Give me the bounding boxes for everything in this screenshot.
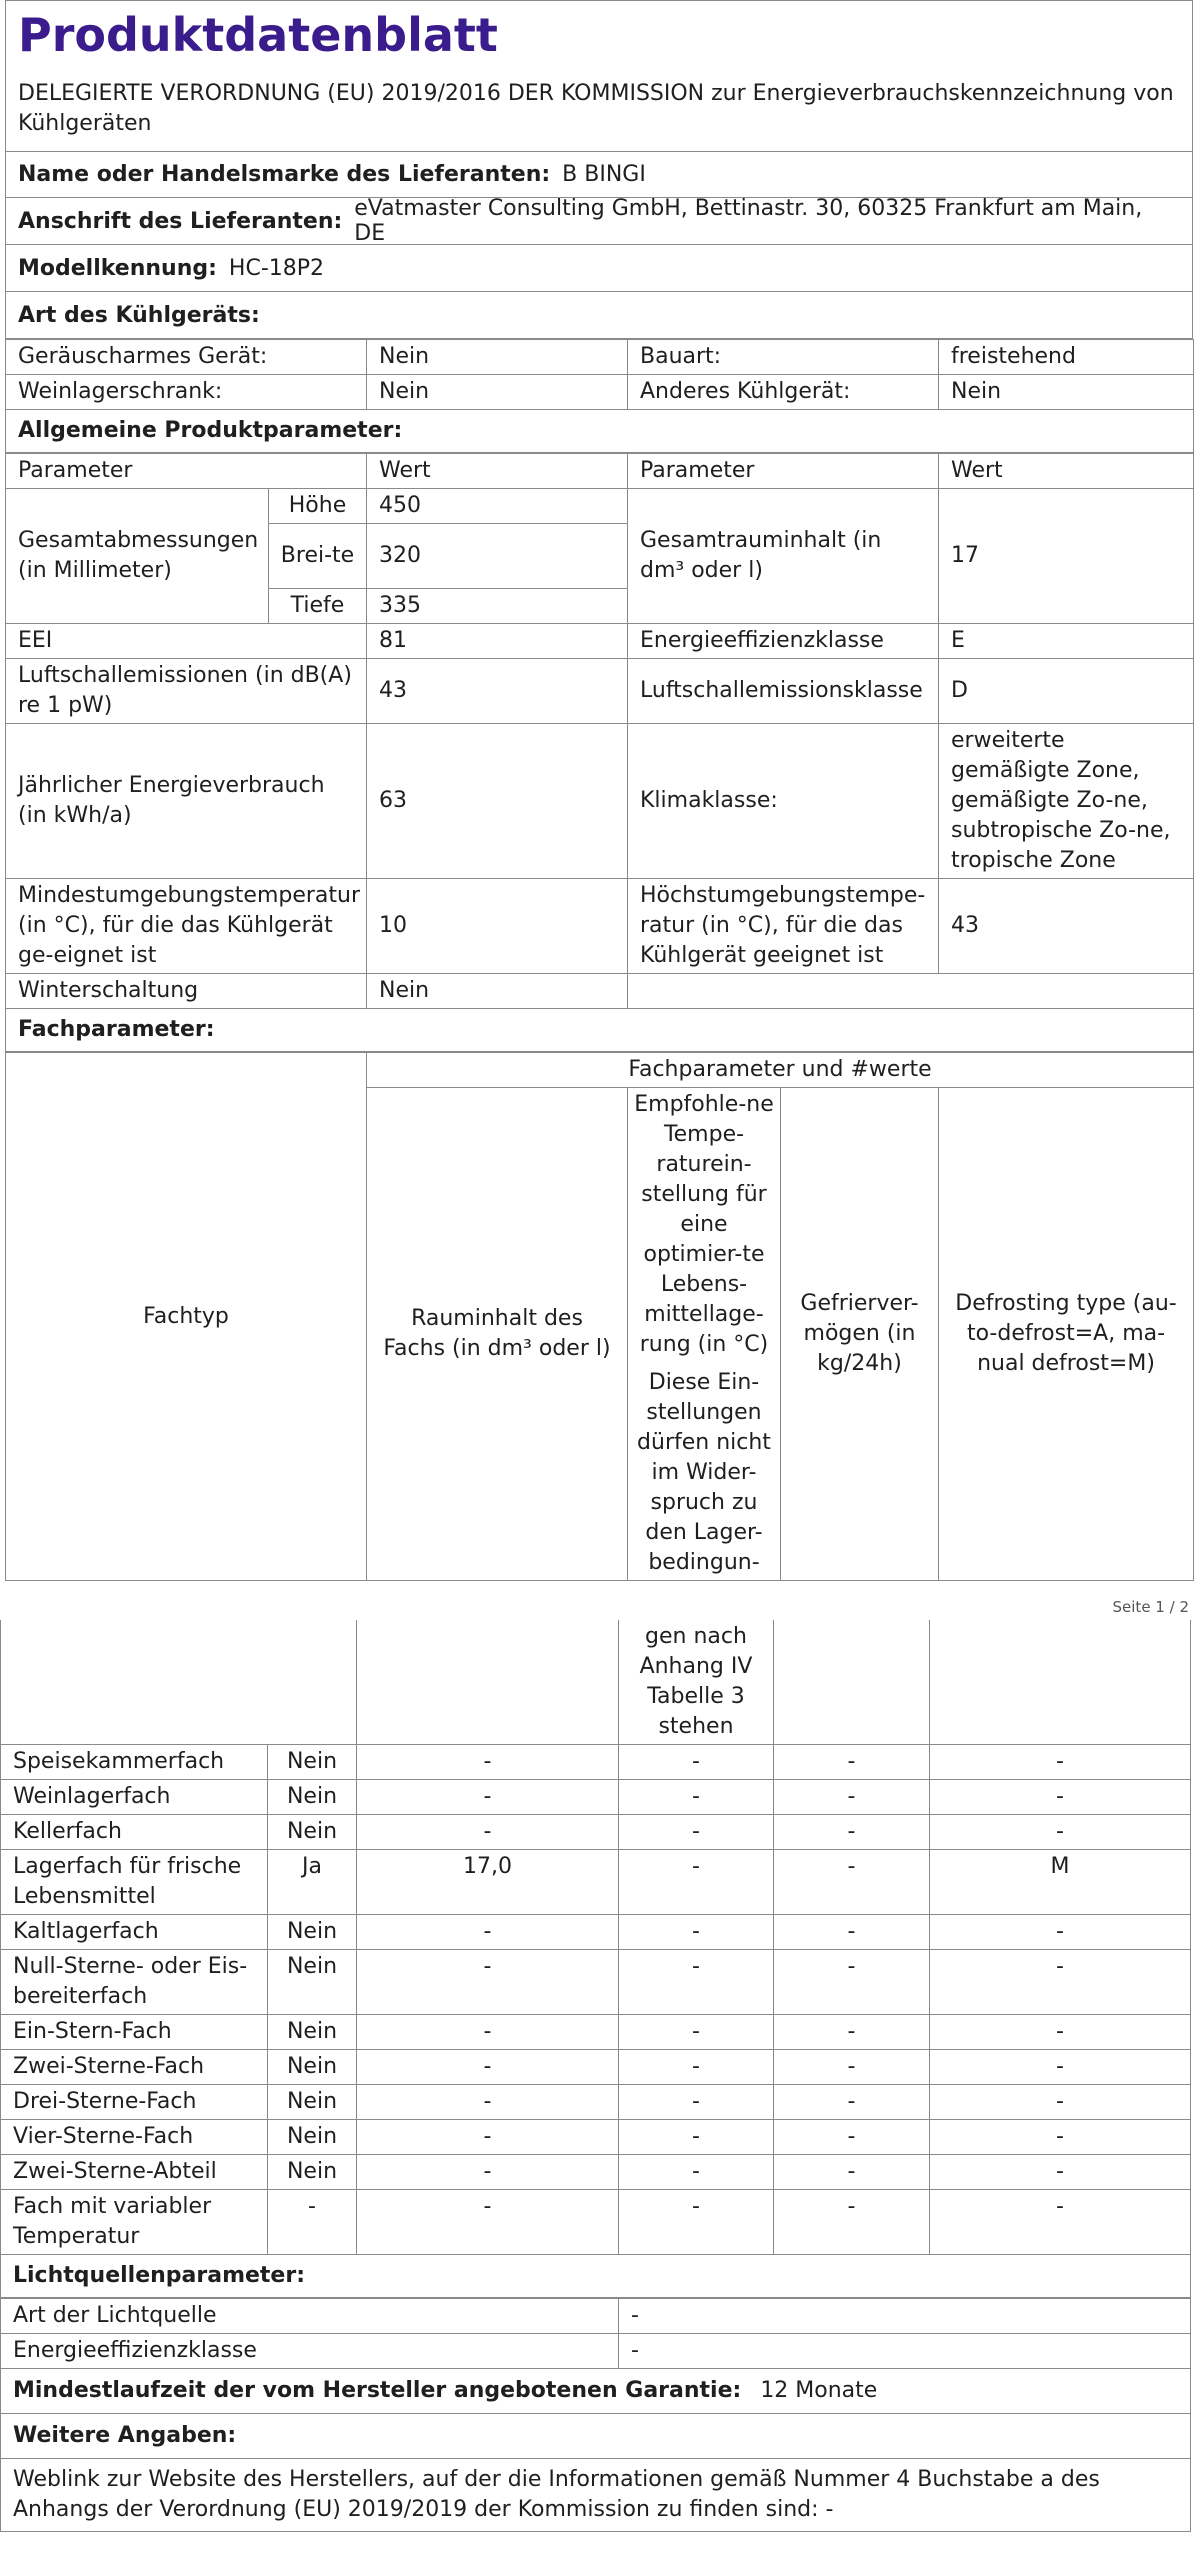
- compartment-defrost: -: [930, 1950, 1191, 2015]
- compartment-freeze: -: [774, 1850, 930, 1915]
- compartment-group-header: Fachparameter und #werte: [367, 1053, 1194, 1088]
- model-value: HC-18P2: [228, 255, 325, 281]
- table-row: [1, 1915, 1191, 1950]
- compartment-defrost: -: [930, 1745, 1191, 1780]
- compartment-volume: -: [357, 1915, 619, 1950]
- compartment-volume: -: [357, 2050, 619, 2085]
- light-class-value: -: [619, 2334, 1191, 2369]
- supplier-name-label: Name oder Handelsmarke des Lieferanten:: [18, 162, 551, 187]
- low-noise-value: Nein: [367, 340, 628, 375]
- light-table: [0, 2298, 1191, 2532]
- depth-label: Tiefe: [269, 589, 367, 624]
- compartment-present: Nein: [268, 2050, 357, 2085]
- compartment-present: Nein: [268, 2085, 357, 2120]
- compartments-heading: Fachparameter:: [6, 1009, 1194, 1052]
- compartment-name: Drei-Sterne-Fach: [1, 2085, 268, 2120]
- more-text: Weblink zur Website des Herstellers, auf der die Informationen gemäß Nummer 4 Buchstabe a des Anhangs der Verordnung (EU) 2019/2019 der Kommission zu finden sind: -: [1, 2459, 1191, 2532]
- compartment-name: Weinlagerfach: [1, 1780, 268, 1815]
- type-row: [6, 375, 1194, 410]
- table-row: [1, 1780, 1191, 1815]
- compartment-volume: -: [357, 1780, 619, 1815]
- noise-label: Luftschallemissionen (in dB(A) re 1 pW): [6, 659, 367, 724]
- compartment-temp: -: [619, 1850, 774, 1915]
- compartment-name: Ein-Stern-Fach: [1, 2015, 268, 2050]
- compartment-name: Vier-Sterne-Fach: [1, 2120, 268, 2155]
- model-row: [6, 245, 1192, 292]
- compartment-name: Zwei-Sterne-Fach: [1, 2050, 268, 2085]
- compartment-volume: -: [357, 2015, 619, 2050]
- compartment-volume: 17,0: [357, 1850, 619, 1915]
- wine-cabinet-value: Nein: [367, 375, 628, 410]
- compartment-defrost: -: [930, 2050, 1191, 2085]
- header-box: [5, 0, 1193, 339]
- compartment-defrost: -: [930, 1780, 1191, 1815]
- volume-value: 17: [939, 489, 1194, 624]
- depth-value: 335: [367, 589, 628, 624]
- compartment-defrost: -: [930, 2155, 1191, 2190]
- compartment-name: Lagerfach für frische Lebensmittel: [1, 1850, 268, 1915]
- wine-cabinet-label: Weinlagerschrank:: [6, 375, 367, 410]
- annual-energy-value: 63: [367, 724, 628, 879]
- value-col-header: Wert: [367, 454, 628, 489]
- table-row: [1, 1815, 1191, 1850]
- compartment-temp: -: [619, 2050, 774, 2085]
- height-value: 450: [367, 489, 628, 524]
- table-row: [1, 2015, 1191, 2050]
- compartment-name: Speisekammerfach: [1, 1745, 268, 1780]
- more-heading: Weitere Angaben:: [1, 2414, 1191, 2459]
- compartment-present: Nein: [268, 2015, 357, 2050]
- warranty-label: Mindestlaufzeit der vom Hersteller angebotenen Garantie:: [13, 2378, 742, 2403]
- continued-freeze-cell: [774, 1620, 930, 1745]
- compartment-freeze: -: [774, 1950, 930, 2015]
- energy-class-label: Energieeffizienzklasse: [628, 624, 939, 659]
- compartment-present: -: [268, 2190, 357, 2255]
- table-row: [1, 2050, 1191, 2085]
- max-temp-value: 43: [939, 879, 1194, 974]
- compartment-defrost: -: [930, 1815, 1191, 1850]
- compartment-volume: -: [357, 2120, 619, 2155]
- compartment-temp: -: [619, 1745, 774, 1780]
- supplier-address-value: eVatmaster Consulting GmbH, Bettinastr. 30, 60325 Frankfurt am Main, DE: [354, 196, 1143, 246]
- table-row: [1, 1745, 1191, 1780]
- compartment-name: Zwei-Sterne-Abteil: [1, 2155, 268, 2190]
- noise-class-label: Luftschallemissionsklasse: [628, 659, 939, 724]
- compartment-present: Nein: [268, 1745, 357, 1780]
- compartment-present: Nein: [268, 1950, 357, 2015]
- compartment-volume: -: [357, 1950, 619, 2015]
- width-value: 320: [367, 524, 628, 589]
- compartment-temp: -: [619, 2155, 774, 2190]
- compartment-present: Nein: [268, 1815, 357, 1850]
- empty-cell: [628, 974, 1194, 1009]
- design-label: Bauart:: [628, 340, 939, 375]
- page-title: Produktdatenblatt: [18, 8, 498, 62]
- winter-value: Nein: [367, 974, 628, 1009]
- climate-class-value: erweiterte gemäßigte Zone, gemäßigte Zo-ne, subtropische Zo-ne, tropische Zone: [939, 724, 1194, 879]
- param-col-header-2: Parameter: [628, 454, 939, 489]
- continued-defrost-cell: [930, 1620, 1191, 1745]
- warranty-row: [1, 2369, 1191, 2414]
- compartment-name: Null-Sterne- oder Eis-bereiterfach: [1, 1950, 268, 2015]
- other-appliance-label: Anderes Kühlgerät:: [628, 375, 939, 410]
- dimensions-label: Gesamtabmessungen (in Millimeter): [6, 489, 269, 624]
- other-appliance-value: Nein: [939, 375, 1194, 410]
- type-heading: Art des Kühlgeräts:: [18, 302, 260, 328]
- low-noise-label: Geräuscharmes Gerät:: [6, 340, 367, 375]
- height-label: Höhe: [269, 489, 367, 524]
- light-heading: Lichtquellenparameter:: [1, 2255, 1191, 2298]
- compartment-present: Nein: [268, 2120, 357, 2155]
- compartment-freeze: -: [774, 2120, 930, 2155]
- temp-header-part-b: Diese Ein-stellungen dürfen nicht im Wider-spruch zu den Lager-bedingun-: [637, 1370, 771, 1575]
- value-col-header-2: Wert: [939, 454, 1194, 489]
- continued-volume-cell: [357, 1620, 619, 1745]
- page-number: Seite 1 / 2: [1112, 1598, 1189, 1616]
- noise-class-value: D: [939, 659, 1194, 724]
- compartment-volume: -: [357, 2085, 619, 2120]
- compartment-freeze: -: [774, 1745, 930, 1780]
- compartment-present: Nein: [268, 1780, 357, 1815]
- compartment-volume: -: [357, 1745, 619, 1780]
- type-heading-row: [6, 292, 1192, 339]
- compartment-temp: -: [619, 1950, 774, 2015]
- compartment-temp: -: [619, 1815, 774, 1850]
- warranty-value: 12 Monate: [760, 2378, 878, 2403]
- supplier-address-row: [6, 198, 1192, 245]
- compartment-name: Kaltlagerfach: [1, 1915, 268, 1950]
- continued-type-cell: [1, 1620, 357, 1745]
- compartment-freeze-header: Gefrierver-mögen (in kg/24h): [781, 1088, 939, 1581]
- compartment-freeze: -: [774, 2155, 930, 2190]
- compartment-defrost: -: [930, 2190, 1191, 2255]
- compartment-name: Kellerfach: [1, 1815, 268, 1850]
- light-class-label: Energieeffizienzklasse: [1, 2334, 619, 2369]
- volume-label: Gesamtrauminhalt (in dm³ oder l): [628, 489, 939, 624]
- type-table: [5, 339, 1194, 453]
- compartment-temp: -: [619, 2190, 774, 2255]
- compartment-freeze: -: [774, 2085, 930, 2120]
- eei-label: EEI: [6, 624, 367, 659]
- model-label: Modellkennung:: [18, 255, 217, 281]
- eei-value: 81: [367, 624, 628, 659]
- compartment-type-header: Fachtyp: [6, 1053, 367, 1581]
- climate-class-label: Klimaklasse:: [628, 724, 939, 879]
- light-type-label: Art der Lichtquelle: [1, 2299, 619, 2334]
- design-value: freistehend: [939, 340, 1194, 375]
- min-temp-value: 10: [367, 879, 628, 974]
- compartment-freeze: -: [774, 2015, 930, 2050]
- compartment-freeze: -: [774, 1780, 930, 1815]
- compartment-temp: -: [619, 2015, 774, 2050]
- param-col-header: Parameter: [6, 454, 367, 489]
- compartment-freeze: -: [774, 1815, 930, 1850]
- compartment-freeze: -: [774, 2190, 930, 2255]
- compartment-volume: -: [357, 1815, 619, 1850]
- compartment-defrost: -: [930, 2015, 1191, 2050]
- compartment-temp: -: [619, 2085, 774, 2120]
- regulation-subtitle: DELEGIERTE VERORDNUNG (EU) 2019/2016 DER KOMMISSION zur Energieverbrauchskennzeichnung von Kühlgeräten: [6, 69, 1192, 152]
- table-row: [1, 2155, 1191, 2190]
- page-two: [0, 1620, 1190, 2532]
- compartment-volume-header: Rauminhalt des Fachs (in dm³ oder l): [367, 1088, 628, 1581]
- table-row: [1, 1950, 1191, 2015]
- winter-label: Winterschaltung: [6, 974, 367, 1009]
- light-type-value: -: [619, 2299, 1191, 2334]
- datasheet: [5, 0, 1193, 1616]
- noise-value: 43: [367, 659, 628, 724]
- compartments-header-table: [5, 1052, 1194, 1581]
- energy-class-value: E: [939, 624, 1194, 659]
- supplier-name-value: B BINGI: [562, 162, 646, 187]
- compartment-defrost: -: [930, 1915, 1191, 1950]
- compartment-temp: -: [619, 1780, 774, 1815]
- compartment-volume: -: [357, 2190, 619, 2255]
- compartments-table: [0, 1620, 1191, 2298]
- annual-energy-label: Jährlicher Energieverbrauch (in kWh/a): [6, 724, 367, 879]
- max-temp-label: Höchstumgebungstempe-ratur (in °C), für die das Kühlgerät geeignet ist: [628, 879, 939, 974]
- supplier-name-row: [6, 152, 1192, 198]
- temp-header-part-c: gen nach Anhang IV Tabelle 3 stehen: [619, 1620, 774, 1745]
- compartment-temp: -: [619, 1915, 774, 1950]
- supplier-address-label: Anschrift des Lieferanten:: [18, 208, 343, 234]
- compartment-temp: -: [619, 2120, 774, 2155]
- compartment-freeze: -: [774, 1915, 930, 1950]
- width-label: Brei-te: [269, 524, 367, 589]
- compartment-defrost: M: [930, 1850, 1191, 1915]
- compartment-present: Nein: [268, 2155, 357, 2190]
- table-row: [1, 2190, 1191, 2255]
- compartment-present: Nein: [268, 1915, 357, 1950]
- compartment-freeze: -: [774, 2050, 930, 2085]
- compartment-defrost-header: Defrosting type (au-to-defrost=A, ma-nual defrost=M): [939, 1088, 1194, 1581]
- min-temp-label: Mindestumgebungstemperatur (in °C), für die das Kühlgerät ge-eignet ist: [6, 879, 367, 974]
- type-row: [6, 340, 1194, 375]
- compartment-name: Fach mit variabler Temperatur: [1, 2190, 268, 2255]
- compartment-volume: -: [357, 2155, 619, 2190]
- general-heading: Allgemeine Produktparameter:: [6, 410, 1194, 453]
- compartment-defrost: -: [930, 2085, 1191, 2120]
- temp-header-part-a: Empfohle-ne Tempe-raturein-stellung für eine optimier-te Lebens-mittellage-rung (in °C): [634, 1092, 774, 1357]
- compartment-temp-header: [628, 1088, 781, 1581]
- table-row: [1, 2085, 1191, 2120]
- compartment-present: Ja: [268, 1850, 357, 1915]
- table-row: [1, 2120, 1191, 2155]
- compartment-defrost: -: [930, 2120, 1191, 2155]
- general-table: [5, 453, 1194, 1052]
- table-row: [1, 1850, 1191, 1915]
